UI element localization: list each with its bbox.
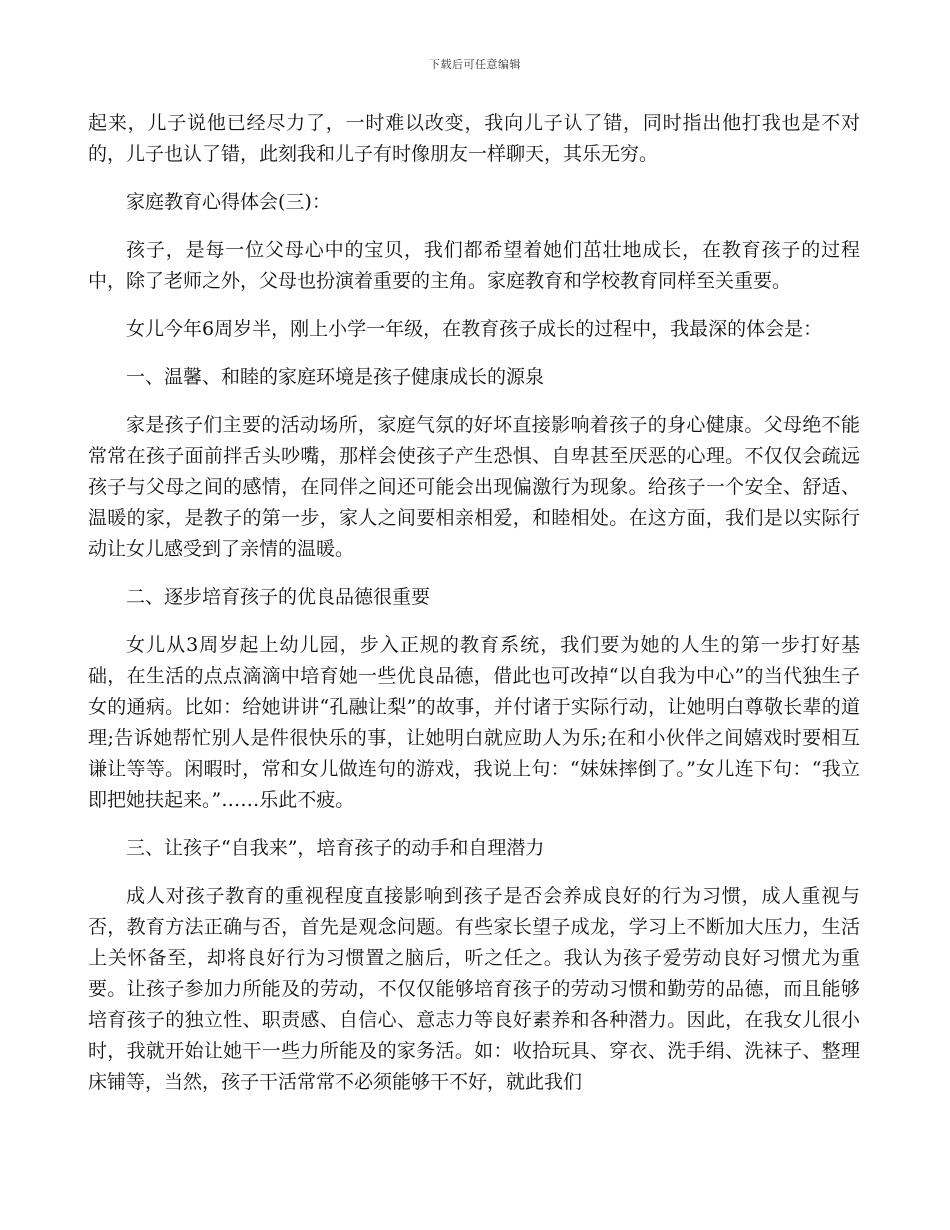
document-body bbox=[88, 108, 860, 1098]
paragraph-moral-character: 女儿从3周岁起上幼儿园，步入正规的教育系统，我们要为她的人生的第一步打好基础，在生活的点点滴滴中培育她一些优良品德，借此也可改掉“以自我为中心”的当代独生子女的通病。比如：给她讲讲“孔融让梨”的故事，并付诸于实际行动，让她明白尊敬长辈的道理;告诉她帮忙别人是件很快乐的事，让她明白就应助人为乐;在和小伙伴之间嬉戏时要相互谦让等等。闲暇时，常和女儿做连句的游戏，我说上句：“妹妹摔倒了。”女儿连下句：“我立即把她扶起来。”……乐此不疲。 bbox=[88, 634, 860, 811]
paragraph-continuation: 起来，儿子说他已经尽力了，一时难以改变，我向儿子认了错，同时指出他打我也是不对的，儿子也认了错，此刻我和儿子有时像朋友一样聊天，其乐无穷。 bbox=[88, 112, 860, 165]
paragraph-self-reliance: 成人对孩子教育的重视程度直接影响到孩子是否会养成良好的行为习惯，成人重视与否，教育方法正确与否，首先是观念问题。有些家长望子成龙，学习上不断加大压力，生活上关怀备至，却将良好行为习惯置之脑后，听之任之。我认为孩子爱劳动良好习惯尤为重要。让孩子参加力所能及的劳动，不仅仅能够培育孩子的劳动习惯和勤劳的品德，而且能够培育孩子的独立性、职责感、自信心、意志力等良好素养和各种潜力。因此，在我女儿很小时，我就开始让她干一些力所能及的家务活。如：收拾玩具、穿衣、洗手绢、洗袜子、整理床铺等，当然，孩子干活常常不必须能够干不好，就此我们 bbox=[88, 885, 860, 1093]
paragraph-intro: 孩子，是每一位父母心中的宝贝，我们都希望着她们茁壮地成长，在教育孩子的过程中，除了老师之外，父母也扮演着重要的主角。家庭教育和学校教育同样至关重要。 bbox=[88, 239, 860, 292]
paragraph-daughter-age: 女儿今年6周岁半，刚上小学一年级，在教育孩子成长的过程中，我最深的体会是： bbox=[126, 318, 823, 340]
page-header-note: 下载后可任意编辑 bbox=[429, 58, 521, 71]
paragraph-family-environment: 家是孩子们主要的活动场所，家庭气氛的好坏直接影响着孩子的身心健康。父母绝不能常常在孩子面前拌舌头吵嘴，那样会使孩子产生恐惧、自卑甚至厌恶的心理。不仅仅会疏远孩子与父母之间的感情，在同伴之间还可能会出现偏激行为现象。给孩子一个安全、舒适、温暖的家，是教子的第一步，家人之间要相亲相爱，和睦相处。在这方面，我们是以实际行动让女儿感受到了亲情的温暖。 bbox=[88, 414, 860, 560]
heading-point-two: 二、逐步培育孩子的优良品德很重要 bbox=[126, 586, 431, 608]
heading-point-one: 一、温馨、和睦的家庭环境是孩子健康成长的源泉 bbox=[126, 366, 545, 388]
heading-point-three: 三、让孩子“自我来”，培育孩子的动手和自理潜力 bbox=[126, 837, 545, 859]
section-title-part-three: 家庭教育心得体会(三)： bbox=[126, 191, 331, 213]
